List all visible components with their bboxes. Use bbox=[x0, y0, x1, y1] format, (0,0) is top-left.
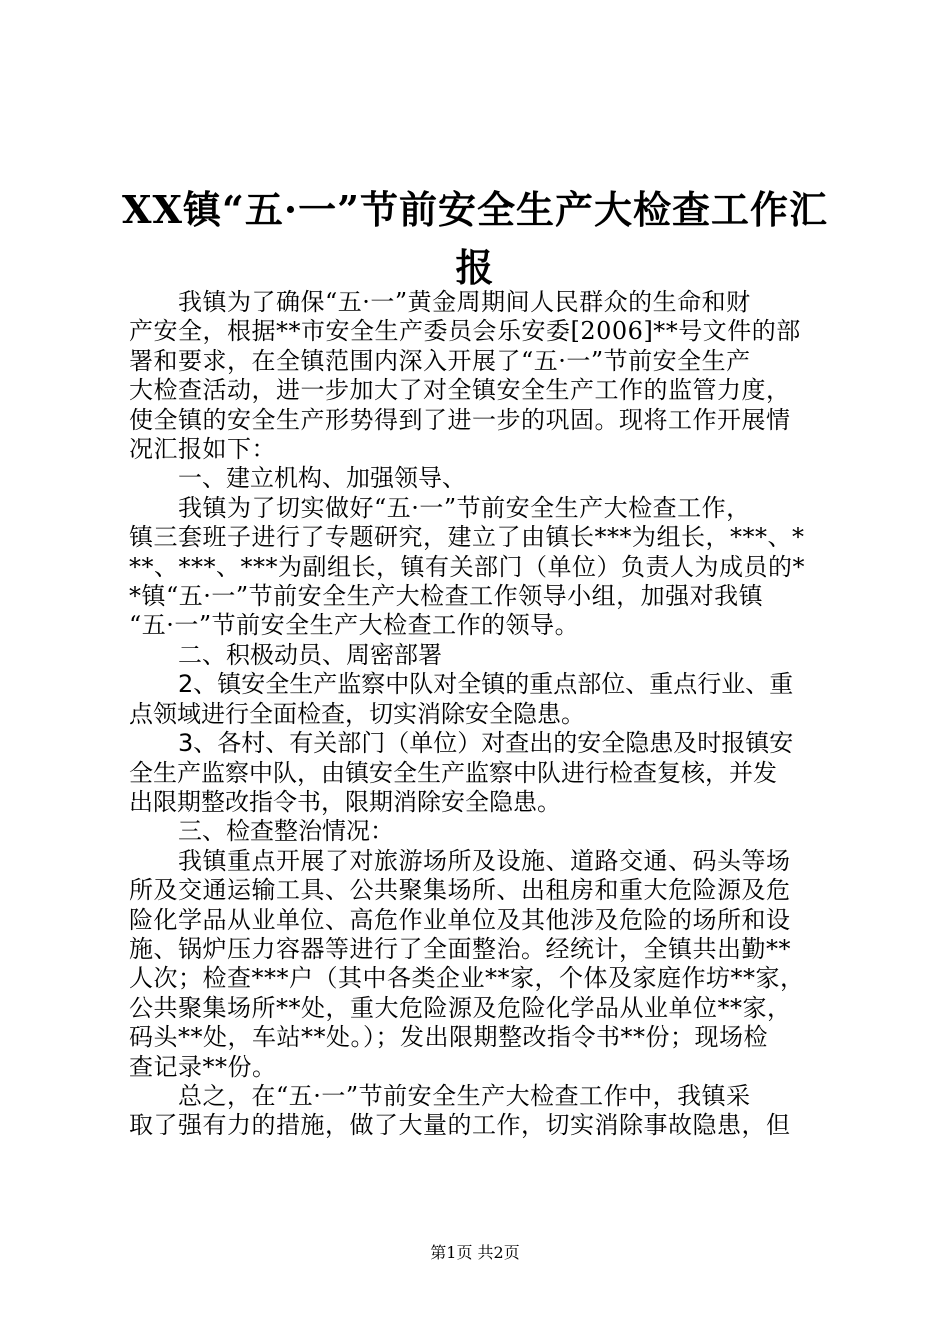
text-line: *镇“五·一”节前安全生产大检查工作领导小组，加强对我镇 bbox=[129, 582, 764, 611]
page-number-footer: 第1页 共2页 bbox=[430, 1243, 520, 1262]
text-line: **、***、***为副组长，镇有关部门（单位）负责人为成员的* bbox=[129, 552, 805, 581]
text-line: 取了强有力的措施，做了大量的工作，切实消除事故隐患，但 bbox=[129, 1111, 791, 1140]
document-title-line1: XX镇“五·一”节前安全生产大检查工作汇 bbox=[122, 187, 828, 232]
text-line: 我镇为了切实做好“五·一”节前安全生产大检查工作， bbox=[178, 493, 751, 522]
text-line: 大检查活动，进一步加大了对全镇安全生产工作的监管力度， bbox=[129, 376, 791, 405]
text-line: 出限期整改指令书，限期消除安全隐患。 bbox=[129, 787, 561, 816]
text-line: “五·一”节前安全生产大检查工作的领导。 bbox=[129, 611, 580, 640]
text-line: 镇三套班子进行了专题研究，建立了由镇长***为组长，***、* bbox=[129, 523, 805, 552]
text-line: 我镇重点开展了对旅游场所及设施、道路交通、码头等场 bbox=[178, 846, 791, 875]
text-line: 总之，在“五·一”节前安全生产大检查工作中，我镇采 bbox=[178, 1081, 751, 1110]
text-line: 人次；检查***户（其中各类企业**家，个体及家庭作坊**家， bbox=[129, 964, 805, 993]
text-line: 况汇报如下： bbox=[129, 435, 276, 464]
conclusion-paragraph bbox=[129, 1082, 829, 1141]
text-line: 点领域进行全面检查，切实消除安全隐患。 bbox=[129, 699, 585, 728]
text-line: 3、各村、有关部门（单位）对查出的安全隐患及时报镇安 bbox=[178, 729, 794, 758]
text-line: 险化学品从业单位、高危作业单位及其他涉及危险的场所和设 bbox=[129, 905, 791, 934]
item2-paragraph bbox=[129, 670, 829, 729]
text-line: 所及交通运输工具、公共聚集场所、出租房和重大危险源及危 bbox=[129, 876, 791, 905]
text-line: 署和要求，在全镇范围内深入开展了“五·一”节前安全生产 bbox=[129, 346, 751, 375]
document-title-line2: 报 bbox=[455, 245, 495, 290]
text-line: 查记录**份。 bbox=[129, 1052, 277, 1081]
text-line: 我镇为了确保“五·一”黄金周期间人民群众的生命和财 bbox=[178, 288, 751, 316]
section-heading-1: 一、建立机构、加强领导、 bbox=[178, 464, 466, 493]
document-body bbox=[129, 288, 829, 1141]
intro-paragraph bbox=[129, 288, 829, 464]
section3-paragraph bbox=[129, 847, 829, 1082]
item3-paragraph bbox=[129, 729, 829, 817]
section-heading-2: 二、积极动员、周密部署 bbox=[178, 640, 442, 669]
text-line: 公共聚集场所**处，重大危险源及危险化学品从业单位**家， bbox=[129, 993, 792, 1022]
section-heading-3: 三、检查整治情况： bbox=[178, 817, 394, 846]
text-line: 2、镇安全生产监察中队对全镇的重点部位、重点行业、重 bbox=[178, 670, 794, 699]
text-line: 码头**处，车站**处。）；发出限期整改指令书**份；现场检 bbox=[129, 1023, 768, 1052]
text-line: 产安全，根据**市安全生产委员会乐安委[2006]**号文件的部 bbox=[129, 317, 801, 346]
text-line: 施、锅炉压力容器等进行了全面整治。经统计，全镇共出勤** bbox=[129, 934, 791, 963]
section1-paragraph bbox=[129, 494, 829, 641]
text-line: 全生产监察中队，由镇安全生产监察中队进行检查复核，并发 bbox=[129, 758, 777, 787]
text-line: 使全镇的安全生产形势得到了进一步的巩固。现将工作开展情 bbox=[129, 405, 791, 434]
